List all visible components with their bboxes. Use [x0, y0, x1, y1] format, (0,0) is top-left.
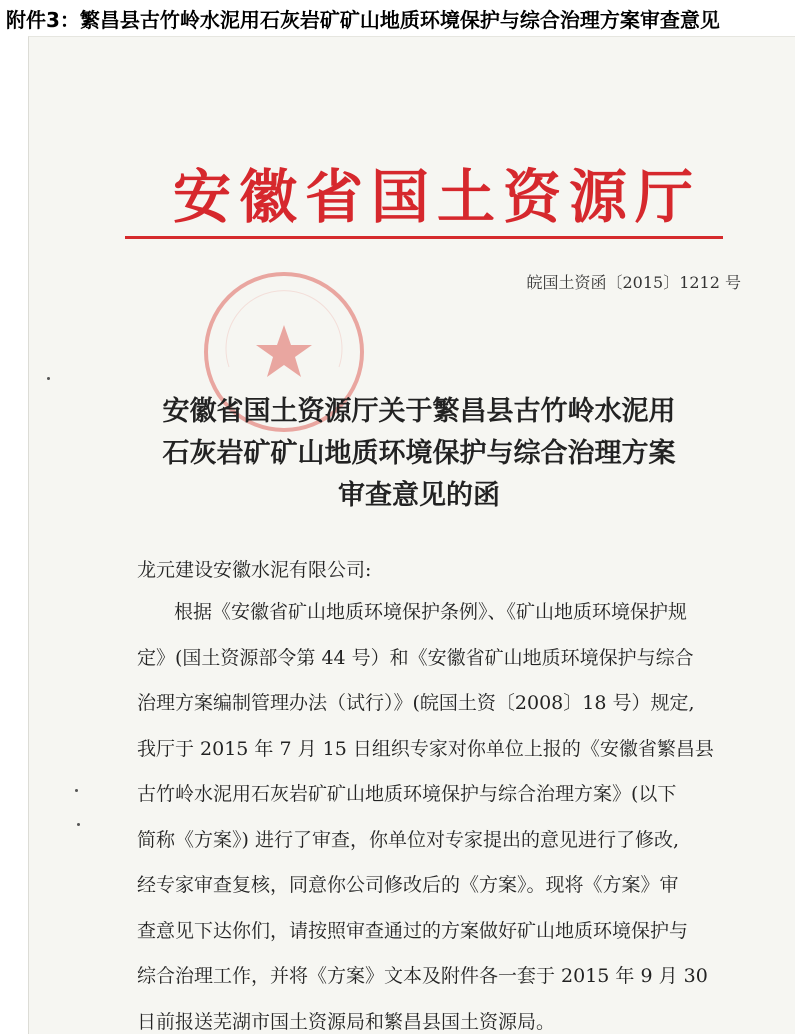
- subject-line: 安徽省国土资源厅关于繁昌县古竹岭水泥用: [99, 391, 739, 433]
- body-line: 综合治理工作，并将《方案》文本及附件各一套于 2015 年 9 月 30: [137, 954, 757, 1000]
- body-line: 我厅于 2015 年 7 月 15 日组织专家对你单位上报的《安徽省繁昌县: [137, 727, 757, 773]
- letter-subject: [99, 391, 739, 517]
- body-line: 治理方案编制管理办法（试行）》(皖国土资〔2008〕18 号）规定,: [137, 681, 757, 727]
- subject-line: 审查意见的函: [99, 475, 739, 517]
- scanned-letter: [28, 36, 795, 1034]
- scan-speck: [77, 823, 80, 826]
- body-line: 查意见下达你们，请按照审查通过的方案做好矿山地质环境保护与: [137, 909, 757, 955]
- body-line: 定》(国土资源部令第 44 号）和《安徽省矿山地质环境保护与综合: [137, 636, 757, 682]
- scan-speck: [75, 789, 78, 792]
- body-line: 日前报送芜湖市国土资源局和繁昌县国土资源局。: [137, 1000, 757, 1034]
- letterhead-title: 安徽省国土资源厅: [157, 150, 717, 234]
- body-line: 经专家审查复核，同意你公司修改后的《方案》。现将《方案》审: [137, 863, 757, 909]
- body-line: 古竹岭水泥用石灰岩矿矿山地质环境保护与综合治理方案》(以下: [137, 772, 757, 818]
- letterhead-red-rule: [125, 236, 723, 239]
- body-line: 简称《方案》) 进行了审查，你单位对专家提出的意见进行了修改,: [137, 818, 757, 864]
- body-line: 根据《安徽省矿山地质环境保护条例》、《矿山地质环境保护规: [137, 590, 757, 636]
- document-number: 皖国土资函〔2015〕1212 号: [526, 270, 741, 293]
- scan-speck: [47, 377, 50, 380]
- attachment-title: 附件3：繁昌县古竹岭水泥用石灰岩矿矿山地质环境保护与综合治理方案审查意见: [6, 4, 720, 33]
- letter-body: [137, 590, 757, 1034]
- addressee: 龙元建设安徽水泥有限公司:: [137, 555, 371, 582]
- subject-line: 石灰岩矿矿山地质环境保护与综合治理方案: [99, 433, 739, 475]
